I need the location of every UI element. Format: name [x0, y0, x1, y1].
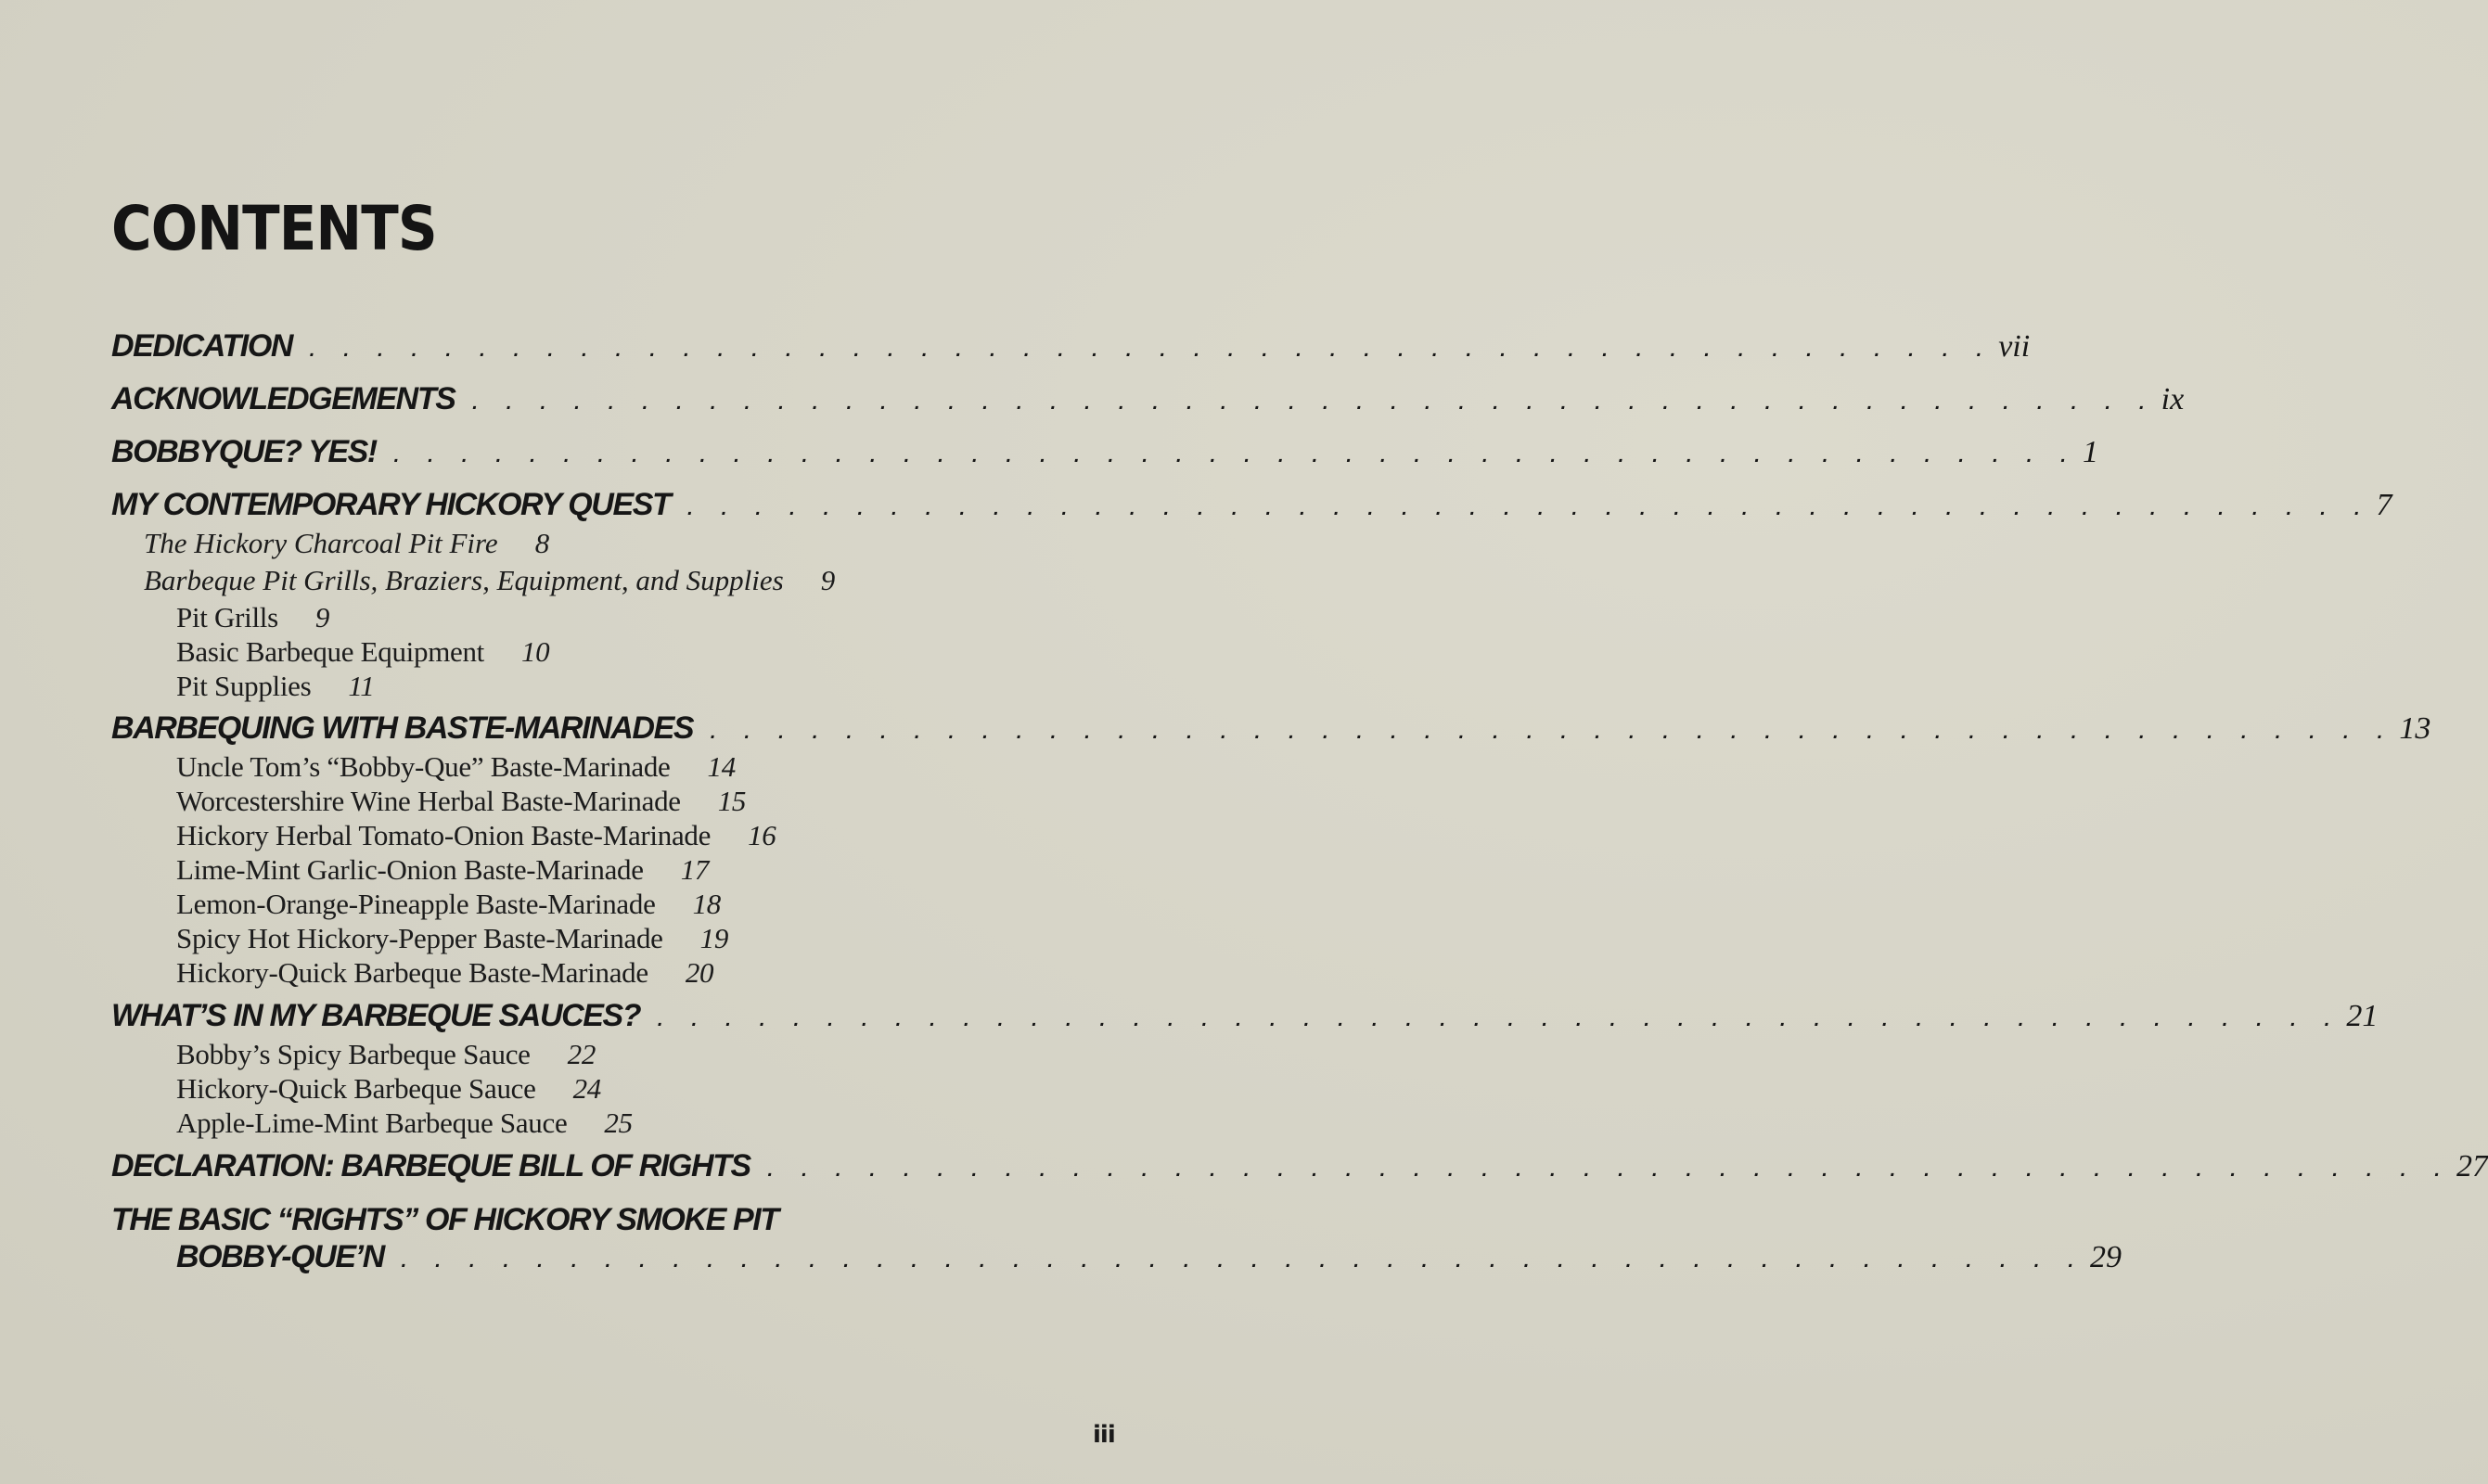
toc-subentry[interactable]	[176, 601, 329, 634]
toc-subentry-page: 17	[680, 853, 710, 886]
toc-subentry-page: 9	[314, 601, 330, 633]
toc-subentry[interactable]	[176, 785, 746, 818]
toc-subentry-page: 24	[572, 1072, 601, 1105]
dot-leader: . . . . . . . . . . . . . . . . . . . . . . . . . . . . . . . . . . . . . . . . . . . . . . . . . .	[686, 491, 2371, 521]
dot-leader: . . . . . . . . . . . . . . . . . . . . . . . . . . . . . . . . . . . . . . . . . . . . . . . . . .	[710, 714, 2394, 745]
toc-entry-continuation[interactable]	[176, 1239, 2122, 1275]
toc-subentry[interactable]	[176, 888, 721, 921]
toc-entry-page: 7	[2376, 488, 2392, 522]
toc-subentry-label: Hickory-Quick Barbeque Sauce	[176, 1072, 536, 1105]
toc-subentry[interactable]	[176, 1038, 596, 1071]
toc-entry-label: WHAT’S IN MY BARBEQUE SAUCES?	[111, 998, 641, 1033]
toc-entry-label: DEDICATION	[111, 328, 293, 364]
page-title: CONTENTS	[111, 193, 437, 264]
toc-subentry-page: 10	[520, 635, 550, 668]
toc-subentry-page: 18	[692, 888, 721, 920]
toc-subentry-page: 22	[567, 1038, 596, 1070]
toc-entry-page: 27	[2456, 1149, 2488, 1183]
dot-leader: . . . . . . . . . . . . . . . . . . . . . . . . . . . . . . . . . . . . . . . . . . . . . . . . . .	[766, 1152, 2451, 1183]
toc-entry-page: 29	[2090, 1240, 2122, 1274]
toc-entry-label-continued: BOBBY-QUE’N	[176, 1239, 384, 1274]
toc-subentry-label: Lime-Mint Garlic-Onion Baste-Marinade	[176, 853, 644, 886]
toc-subentry-label: The Hickory Charcoal Pit Fire	[144, 527, 498, 559]
toc-entry-label: MY CONTEMPORARY HICKORY QUEST	[111, 487, 671, 522]
toc-entry-label: DECLARATION: BARBEQUE BILL OF RIGHTS	[111, 1148, 750, 1183]
toc-subentry-page: 25	[604, 1107, 633, 1139]
toc-entry-page: vii	[1998, 329, 2031, 364]
toc-subentry-label: Worcestershire Wine Herbal Baste-Marinade	[176, 785, 681, 817]
toc-subentry[interactable]	[176, 922, 728, 955]
dot-leader: . . . . . . . . . . . . . . . . . . . . . . . . . . . . . . . . . . . . . . . . . . . . . . . . . .	[400, 1243, 2085, 1273]
toc-subentry[interactable]	[176, 956, 713, 990]
toc-subentry[interactable]	[144, 527, 549, 560]
toc-subentry-page: 8	[534, 527, 550, 559]
toc-subentry[interactable]	[176, 750, 736, 784]
toc-subentry[interactable]	[176, 1107, 633, 1140]
toc-entry-page: ix	[2161, 382, 2185, 416]
dot-leader: . . . . . . . . . . . . . . . . . . . . . . . . . . . . . . . . . . . . . . . . . . . . . . . . . .	[392, 438, 2077, 468]
toc-subentry-label: Bobby’s Spicy Barbeque Sauce	[176, 1038, 531, 1070]
toc-subentry-label: Apple-Lime-Mint Barbeque Sauce	[176, 1107, 568, 1139]
toc-entry-page: 13	[2399, 711, 2431, 746]
dot-leader: . . . . . . . . . . . . . . . . . . . . . . . . . . . . . . . . . . . . . . . . . . . . . . . . . .	[471, 385, 2156, 416]
toc-subentry-page: 14	[707, 750, 736, 783]
page-number: iii	[1093, 1421, 1115, 1449]
toc-subentry-label: Basic Barbeque Equipment	[176, 635, 484, 668]
toc-subentry-label: Pit Supplies	[176, 670, 312, 702]
toc-entry-page: 1	[2083, 435, 2098, 469]
toc-subentry-page: 19	[699, 922, 729, 954]
toc-subentry-label: Hickory-Quick Barbeque Baste-Marinade	[176, 956, 648, 989]
toc-entry[interactable]	[111, 1148, 2488, 1184]
toc-subentry-label: Pit Grills	[176, 601, 278, 633]
toc-subentry-page: 20	[685, 956, 714, 989]
toc-entry-label: BOBBYQUE? YES!	[111, 434, 377, 469]
toc-subentry[interactable]	[176, 819, 776, 852]
toc-subentry-page: 15	[717, 785, 747, 817]
toc-entry[interactable]	[111, 328, 2031, 365]
toc-subentry-label: Spicy Hot Hickory-Pepper Baste-Marinade	[176, 922, 663, 954]
toc-subentry[interactable]	[176, 670, 375, 703]
toc-subentry[interactable]	[144, 564, 835, 597]
toc-subentry-page: 9	[820, 564, 836, 596]
toc-entry[interactable]	[111, 487, 2392, 523]
dot-leader: . . . . . . . . . . . . . . . . . . . . . . . . . . . . . . . . . . . . . . . . . . . . . . . . . .	[657, 1002, 2341, 1032]
toc-subentry-page: 16	[748, 819, 776, 851]
toc-entry[interactable]	[111, 998, 2379, 1034]
toc-entry[interactable]	[111, 381, 2185, 417]
toc-subentry[interactable]	[176, 635, 549, 669]
toc-entry-label: BARBEQUING WITH BASTE-MARINADES	[111, 710, 694, 746]
toc-subentry[interactable]	[176, 1072, 601, 1106]
toc-entry-page: 21	[2346, 999, 2379, 1033]
toc-subentry-label: Uncle Tom’s “Bobby-Que” Baste-Marinade	[176, 750, 671, 783]
dot-leader: . . . . . . . . . . . . . . . . . . . . . . . . . . . . . . . . . . . . . . . . . . . . . . . . . .	[309, 332, 1994, 363]
toc-subentry-label: Barbeque Pit Grills, Braziers, Equipment, and Supplies	[144, 564, 784, 596]
toc-entry-label: THE BASIC “RIGHTS” OF HICKORY SMOKE PIT	[111, 1202, 778, 1237]
toc-subentry-label: Lemon-Orange-Pineapple Baste-Marinade	[176, 888, 656, 920]
toc-subentry[interactable]	[176, 853, 709, 887]
toc-subentry-page: 11	[348, 670, 375, 702]
toc-subentry-label: Hickory Herbal Tomato-Onion Baste-Marinade	[176, 819, 712, 851]
toc-entry[interactable]	[111, 1202, 1109, 1238]
toc-entry-label: ACKNOWLEDGEMENTS	[111, 381, 455, 416]
toc-entry[interactable]	[111, 434, 2098, 470]
toc-entry[interactable]	[111, 710, 2431, 747]
